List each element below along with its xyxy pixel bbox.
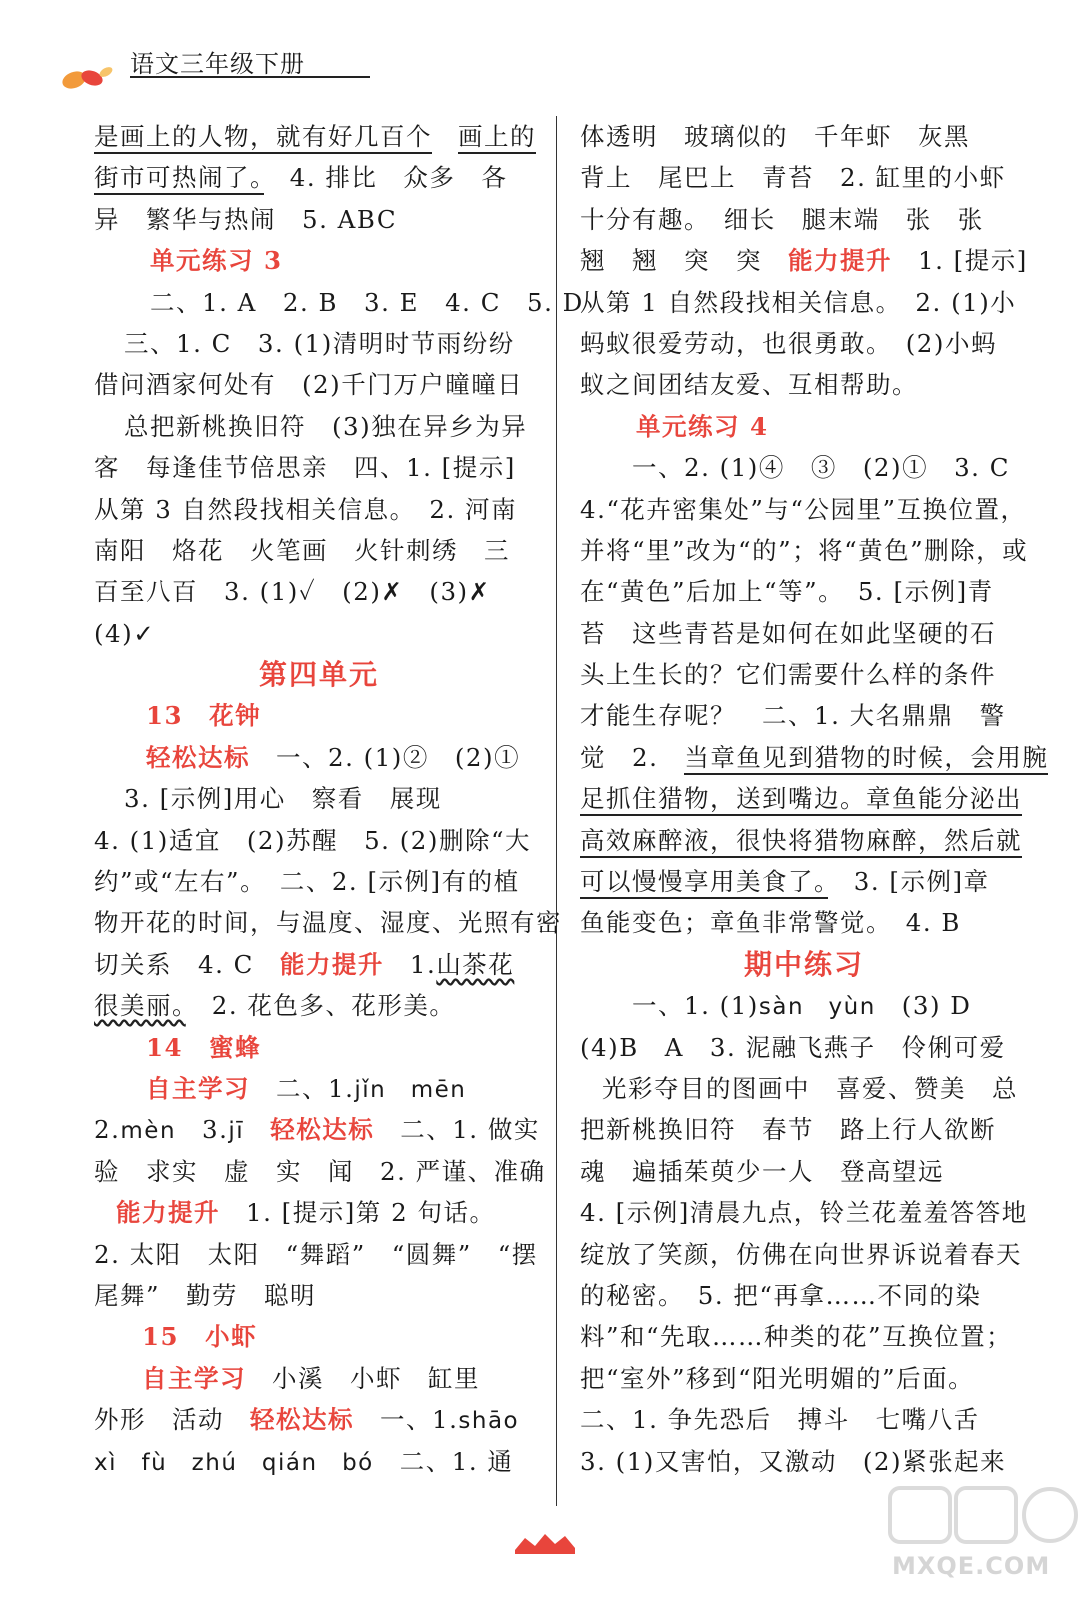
lesson-14-heading: 14 蜜蜂 bbox=[146, 1032, 262, 1062]
text-line: 3. [示例]用心 察看 展现 bbox=[124, 784, 442, 814]
text-line: 可以慢慢享用美食了。 3. [示例]章 bbox=[580, 861, 1028, 902]
text-line: 3. (1)又害怕，又激动 (2)紧张起来 bbox=[580, 1446, 1007, 1476]
text-line: 异 繁华与热闹 5. ABC bbox=[94, 204, 398, 234]
text-line: 2.mèn 3.jī 轻松达标 二、1. 做实 bbox=[94, 1115, 540, 1145]
text-line: 从第 1 自然段找相关信息。 2. (1)小 bbox=[580, 287, 1017, 317]
text-line: 尾舞” 勤劳 聪明 bbox=[94, 1280, 317, 1310]
text-line: 二、1. A 2. B 3. E 4. C 5. D bbox=[150, 287, 584, 317]
text-line: 街市可热闹了。 4. 排比 众多 各 bbox=[94, 157, 544, 198]
watermark-url: MXQE.COM bbox=[892, 1552, 1051, 1580]
left-column bbox=[94, 116, 584, 1482]
text-line: 南阳 烙花 火笔画 火针刺绣 三 bbox=[94, 535, 510, 565]
text-line: 一、1. (1)sàn yùn (3) D bbox=[632, 991, 972, 1021]
page-header bbox=[58, 40, 458, 100]
text-line: 足抓住猎物，送到嘴边。章鱼能分泌出 bbox=[580, 778, 1028, 819]
text-line: 4. [示例]清晨九点，铃兰花羞羞答答地 bbox=[580, 1198, 1028, 1228]
text-line: 一、2. (1)④ ③ (2)① 3. C bbox=[632, 453, 1010, 483]
watermark bbox=[880, 1480, 1080, 1590]
text-line: 头上生长的？它们需要什么样的条件 bbox=[580, 660, 996, 690]
text-line: 二、1. 争先恐后 搏斗 七嘴八舌 bbox=[580, 1405, 980, 1435]
text-line: 物开花的时间，与温度、湿度、光照有密 bbox=[94, 908, 562, 938]
text-line: 外形 活动 轻松达标 一、1.shāo bbox=[94, 1405, 520, 1435]
midterm-practice-heading: 期中练习 bbox=[743, 947, 864, 981]
text-line: (4)✓ bbox=[94, 618, 156, 648]
text-line: 自主学习 二、1.jǐn mēn bbox=[146, 1073, 467, 1103]
text-line: 并将“里”改为“的”；将“黄色”删除，或 bbox=[580, 535, 1029, 565]
text-line: 蚂蚁很爱劳动，也很勇敢。 (2)小蚂 bbox=[580, 328, 997, 358]
text-line: 能力提升 1. [提示]第 2 句话。 bbox=[116, 1198, 496, 1228]
text-line: 蚁之间团结友爱、互相帮助。 bbox=[580, 370, 918, 400]
text-line: 鱼能变色；章鱼非常警觉。 4. B bbox=[580, 908, 961, 938]
text-line: 2. 太阳 太阳 “舞蹈” “圆舞” “摆 bbox=[94, 1239, 538, 1269]
header-rule bbox=[130, 76, 370, 78]
text-line: 总把新桃换旧符 (3)独在异乡为异 bbox=[124, 411, 528, 441]
text-line: 4. (1)适宜 (2)苏醒 5. (2)删除“大 bbox=[94, 825, 531, 855]
text-line: 高效麻醉液，很快将猎物麻醉，然后就 bbox=[580, 820, 1028, 861]
text-line: 轻松达标 一、2. (1)② (2)① bbox=[146, 742, 521, 772]
text-line: 料”和“先取……种类的花”互换位置； bbox=[580, 1322, 1013, 1352]
text-line: 的秘密。 5. 把“再拿……不同的染 bbox=[580, 1280, 982, 1310]
text-line: 十分有趣。 细长 腿末端 张 张 bbox=[580, 204, 984, 234]
text-line: 三、1. C 3. (1)清明时节雨纷纷 bbox=[124, 328, 515, 358]
text-line: 把新桃换旧符 春节 路上行人欲断 bbox=[580, 1115, 996, 1145]
lesson-13-heading: 13 花钟 bbox=[146, 701, 262, 731]
text-line: 背上 尾巴上 青苔 2. 缸里的小虾 bbox=[580, 163, 1006, 193]
text-line: 4.“花卉密集处”与“公园里”互换位置， bbox=[580, 494, 1027, 524]
text-line: 绽放了笑颜，仿佛在向世界诉说着春天 bbox=[580, 1239, 1022, 1269]
text-line: 觉 2. 当章鱼见到猎物的时候，会用腕 bbox=[580, 737, 1028, 778]
unit-4-heading: 第四单元 bbox=[258, 658, 379, 692]
text-line: 借问酒家何处有 (2)千门万户曈曈日 bbox=[94, 370, 524, 400]
text-line: 从第 3 自然段找相关信息。 2. 河南 bbox=[94, 494, 518, 524]
text-line: 才能生存呢？ 二、1. 大名鼎鼎 警 bbox=[580, 701, 1006, 731]
watermark-logo-icon bbox=[880, 1480, 1080, 1550]
page-number-ornament-icon bbox=[510, 1520, 580, 1560]
text-line: 体透明 玻璃似的 千年虾 灰黑 bbox=[580, 122, 970, 151]
text-line: 验 求实 虚 实 闻 2. 严谨、准确 bbox=[94, 1156, 546, 1186]
text-line: 在“黄色”后加上“等”。 5. [示例]青 bbox=[580, 577, 994, 607]
unit-practice-3-heading: 单元练习 3 bbox=[150, 246, 283, 276]
lesson-15-heading: 15 小虾 bbox=[142, 1322, 258, 1352]
text-line: 翘 翘 突 突 能力提升 1. [提示] bbox=[580, 246, 1028, 276]
unit-practice-4-heading: 单元练习 4 bbox=[636, 411, 769, 441]
text-line: 约”或“左右”。 二、2. [示例]有的植 bbox=[94, 867, 520, 897]
right-column bbox=[580, 116, 1049, 1482]
column-divider bbox=[556, 116, 557, 1506]
text-line: xì fù zhú qián bó 二、1. 通 bbox=[94, 1446, 514, 1476]
text-line: 自主学习 小溪 小虾 缸里 bbox=[142, 1363, 480, 1393]
text-line: 把“室外”移到“阳光明媚的”后面。 bbox=[580, 1363, 975, 1393]
leaf-logo-icon bbox=[58, 60, 118, 94]
text-line: 苔 这些青苔是如何在如此坚硬的石 bbox=[580, 618, 996, 648]
text-line: 切关系 4. C 能力提升 1.山茶花 bbox=[94, 949, 515, 979]
text-line: 魂 遍插茱萸少一人 登高望远 bbox=[580, 1156, 944, 1186]
text-line: 百至八百 3. (1)✓ (2)✗ (3)✗ bbox=[94, 577, 491, 607]
book-title: 语文三年级下册 bbox=[130, 50, 305, 78]
text-line: 光彩夺目的图画中 喜爱、赞美 总 bbox=[602, 1073, 1018, 1103]
text-line: (4)B A 3. 泥融飞燕子 伶俐可爱 bbox=[580, 1032, 1006, 1062]
text-line: 是画上的人物，就有好几百个 画上的 bbox=[94, 116, 544, 157]
text-line: 客 每逢佳节倍思亲 四、1. [提示] bbox=[94, 453, 516, 483]
text-line: 很美丽。 2. 花色多、花形美。 bbox=[94, 991, 456, 1021]
